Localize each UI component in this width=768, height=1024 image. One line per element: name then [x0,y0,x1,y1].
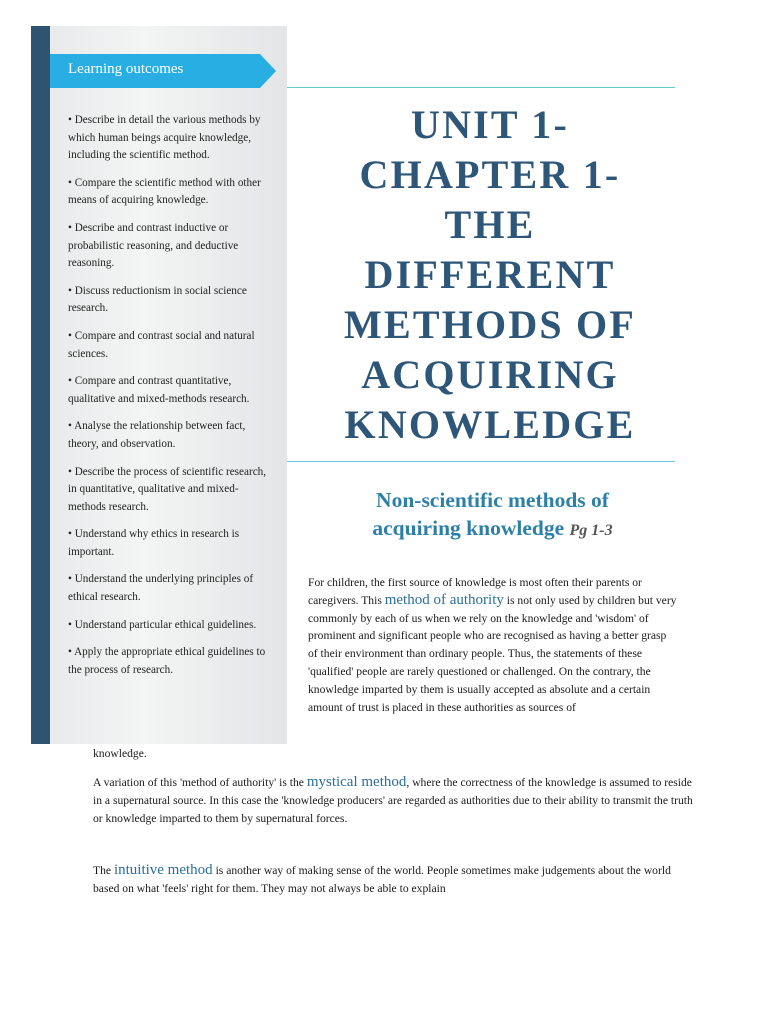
key-term: mystical method [306,774,407,790]
key-term: method of authority [384,591,504,608]
section-heading-line1: Non-scientific methods of [376,488,609,512]
title-line: KNOWLEDGE [344,402,636,447]
page-reference: Pg 1-3 [569,522,613,539]
paragraph-text: , where the correctness of the knowledge is assumed to reside in a supernatural source. In this case the 'knowledge producers' are regarded as authorities due to their ability to transmit the truth or knowledge imparted to them by supernatural forces. [93,776,693,825]
title-line: DIFFERENT [364,252,616,297]
outcome-item: • Describe in detail the various methods by which human beings acquire knowledge, including the scientific method. [68,114,261,162]
outcome-item: • Understand the underlying principles of ethical research. [68,573,254,604]
title-line: METHODS OF [343,302,637,347]
outcome-item: • Discuss reductionism in social science research. [68,284,247,315]
title-line: CHAPTER 1- [359,152,621,197]
paragraph-text: is not only used by children but very commonly by each of us when we rely on the knowledge and 'wisdom' of prominent and significant people who are recognised as having a better grasp of their environment than ordinary people. Thus, the statements of these 'qualified' people are rarely questioned or challenged. On the contrary, the knowledge imparted by them is usually accepted as absolute and a certain amount of trust is placed in these authorities as sources of [308,593,677,714]
outcome-item: • Understand particular ethical guidelines. [68,618,257,631]
sidebar-accent-bar [31,26,50,744]
title-rule-bottom [287,461,675,462]
paragraph-text: For children, the first source of knowledge is most often their parents or caregivers. This [308,576,642,607]
title-line: THE [444,202,536,247]
paragraph-mystical-method [93,774,693,827]
paragraph-text: A variation of this 'method of authority' is the [93,776,307,789]
section-heading-line2: acquiring knowledge [372,516,565,540]
outcome-item: • Analyse the relationship between fact, theory, and observation. [68,420,246,450]
learning-outcomes-heading: Learning outcomes [68,61,184,77]
outcome-item: • Understand why ethics in research is important. [68,528,240,558]
title-line: UNIT 1- [410,102,570,147]
paragraph-text: The [93,864,114,877]
outcome-item: • Describe and contrast inductive or probabilistic reasoning, and deductive reasoning. [68,221,239,270]
learning-outcomes-list [68,112,273,689]
outcome-item: • Describe the process of scientific research, in quantitative, qualitative and mixed-methods research. [68,465,267,513]
paragraph-text: is another way of making sense of the world. People sometimes make judgements about the world based on what 'feels' right for them. They may not always be able to explain [93,864,671,895]
outcome-item: • Apply the appropriate ethical guidelines to the process of research. [68,646,266,676]
section-heading [300,486,685,545]
learning-outcomes-tab [50,54,276,88]
chapter-title [300,100,680,450]
title-line: ACQUIRING [361,352,619,397]
paragraph-continuation: knowledge. [93,747,147,760]
outcome-item: • Compare the scientific method with other means of acquiring knowledge. [68,176,261,207]
outcome-item: • Compare and contrast quantitative, qualitative and mixed-methods research. [68,375,250,405]
paragraph-intuitive-method [93,862,693,898]
title-rule-top [287,87,675,88]
paragraph-method-of-authority [308,574,678,716]
key-term: intuitive method [113,862,213,878]
outcome-item: • Compare and contrast social and natural sciences. [68,329,255,360]
